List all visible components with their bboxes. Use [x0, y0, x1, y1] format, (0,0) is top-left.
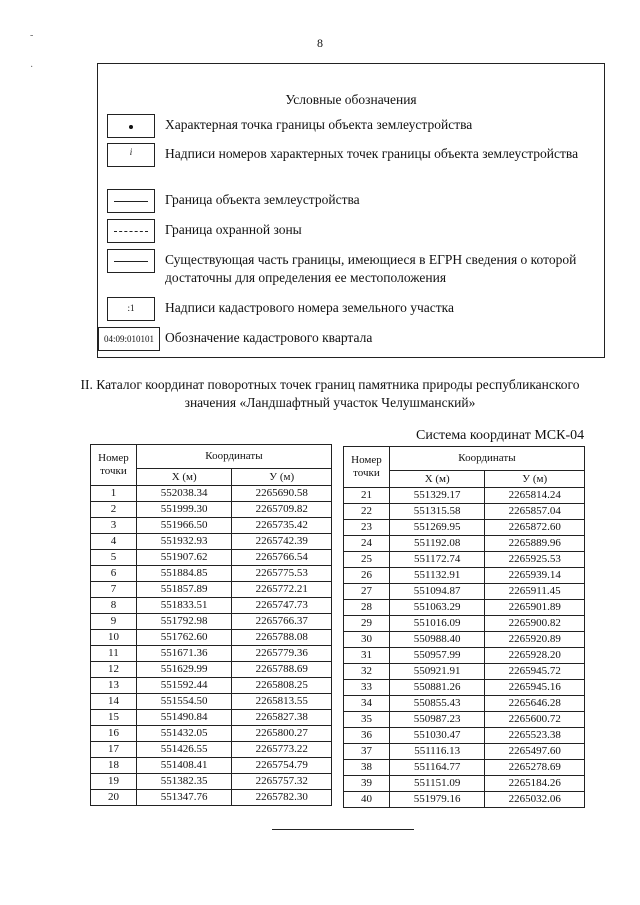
- cell-point-number: 12: [91, 662, 137, 678]
- table-row: [344, 776, 585, 792]
- cell-y: 2265788.08: [232, 630, 332, 646]
- cell-point-number: 16: [91, 726, 137, 742]
- solid-line-symbol-icon: [107, 249, 155, 273]
- table-row: [344, 728, 585, 744]
- table-row: [91, 566, 332, 582]
- legend-item-text: Характерная точка границы объекта землеустройства: [165, 117, 473, 132]
- header-x: X (м): [389, 470, 485, 487]
- cell-y: 2265813.55: [232, 694, 332, 710]
- cell-y: 2265766.54: [232, 550, 332, 566]
- table-row: [344, 504, 585, 520]
- cell-x: 551382.35: [136, 774, 232, 790]
- table-row: [91, 774, 332, 790]
- legend-item-text: Существующая часть границы, имеющиеся в ЕГРН сведения о которой достаточны для определения ее местоположения: [165, 252, 577, 285]
- table-row: [344, 616, 585, 632]
- cell-point-number: 26: [344, 568, 390, 584]
- cell-x: 551426.55: [136, 742, 232, 758]
- cell-y: 2265709.82: [232, 502, 332, 518]
- cell-point-number: 22: [344, 504, 390, 520]
- cell-y: 2265900.82: [485, 616, 585, 632]
- cell-y: 2265757.32: [232, 774, 332, 790]
- cell-y: 2265184.26: [485, 776, 585, 792]
- cell-point-number: 1: [91, 486, 137, 502]
- cell-x: 551884.85: [136, 566, 232, 582]
- cell-x: 550957.99: [389, 648, 485, 664]
- symbol-parcel-text: :1: [127, 303, 135, 313]
- cell-point-number: 4: [91, 534, 137, 550]
- table-row: [91, 726, 332, 742]
- cell-y: 2265772.21: [232, 582, 332, 598]
- cell-y: 2265747.73: [232, 598, 332, 614]
- cell-x: 550855.43: [389, 696, 485, 712]
- cell-x: 551857.89: [136, 582, 232, 598]
- cell-x: 551966.50: [136, 518, 232, 534]
- cell-point-number: 17: [91, 742, 137, 758]
- table-row: [344, 680, 585, 696]
- cell-y: 2265945.16: [485, 680, 585, 696]
- cadastral-parcel-symbol-icon: [107, 297, 155, 321]
- cell-point-number: 13: [91, 678, 137, 694]
- cell-y: 2265690.58: [232, 486, 332, 502]
- margin-mark: -: [30, 30, 34, 41]
- cell-y: 2265497.60: [485, 744, 585, 760]
- cell-y: 2265827.38: [232, 710, 332, 726]
- table-row: [91, 550, 332, 566]
- cell-x: 551329.17: [389, 488, 485, 504]
- table-row: [344, 488, 585, 504]
- table-row: [91, 630, 332, 646]
- symbol-label-text: i: [129, 147, 133, 157]
- cell-point-number: 15: [91, 710, 137, 726]
- cell-x: 551907.62: [136, 550, 232, 566]
- cell-point-number: 37: [344, 744, 390, 760]
- table-row: [344, 744, 585, 760]
- cell-point-number: 27: [344, 584, 390, 600]
- cell-point-number: 21: [344, 488, 390, 504]
- table-row: [344, 584, 585, 600]
- cell-y: 2265735.42: [232, 518, 332, 534]
- point-label-symbol-icon: [107, 143, 155, 167]
- cell-x: 551671.36: [136, 646, 232, 662]
- solid-line-symbol-icon: [107, 189, 155, 213]
- cell-x: 550987.23: [389, 712, 485, 728]
- table-row: [91, 694, 332, 710]
- legend-item-text: Надписи кадастрового номера земельного участка: [165, 300, 454, 315]
- table-row: [91, 598, 332, 614]
- cell-x: 550988.40: [389, 632, 485, 648]
- cell-y: 2265814.24: [485, 488, 585, 504]
- bottom-divider: [272, 829, 414, 830]
- cell-y: 2265928.20: [485, 648, 585, 664]
- cell-x: 551063.29: [389, 600, 485, 616]
- cell-point-number: 32: [344, 664, 390, 680]
- table-row: [91, 790, 332, 806]
- point-symbol-icon: [107, 114, 155, 138]
- table-row: [344, 600, 585, 616]
- legend-title: Условные обозначения: [285, 92, 417, 107]
- header-coordinates: Координаты: [389, 447, 584, 471]
- cell-point-number: 5: [91, 550, 137, 566]
- table-row: [91, 662, 332, 678]
- table-row: [344, 760, 585, 776]
- table-row: [344, 552, 585, 568]
- dashed-line-symbol-icon: [107, 219, 155, 243]
- coordinates-table-left: [90, 444, 332, 806]
- cell-y: 2265646.28: [485, 696, 585, 712]
- cell-point-number: 24: [344, 536, 390, 552]
- cell-y: 2265742.39: [232, 534, 332, 550]
- coordinates-table-right: [343, 446, 585, 808]
- table-row: [344, 536, 585, 552]
- cell-y: 2265766.37: [232, 614, 332, 630]
- cell-point-number: 3: [91, 518, 137, 534]
- cell-point-number: 34: [344, 696, 390, 712]
- header-coordinates: Координаты: [136, 445, 331, 469]
- cell-y: 2265920.89: [485, 632, 585, 648]
- table-row: [91, 614, 332, 630]
- cell-y: 2265901.89: [485, 600, 585, 616]
- cell-x: 551490.84: [136, 710, 232, 726]
- cell-x: 550921.91: [389, 664, 485, 680]
- cell-point-number: 40: [344, 792, 390, 808]
- margin-mark: ·: [30, 62, 34, 73]
- cell-y: 2265032.06: [485, 792, 585, 808]
- cell-x: 551094.87: [389, 584, 485, 600]
- table-row: [344, 712, 585, 728]
- table-row: [344, 648, 585, 664]
- cell-x: 552038.34: [136, 486, 232, 502]
- table-row: [344, 568, 585, 584]
- cell-point-number: 11: [91, 646, 137, 662]
- cell-y: 2265857.04: [485, 504, 585, 520]
- cell-x: 551979.16: [389, 792, 485, 808]
- cell-x: 551151.09: [389, 776, 485, 792]
- cell-y: 2265773.22: [232, 742, 332, 758]
- cell-point-number: 9: [91, 614, 137, 630]
- cell-y: 2265911.45: [485, 584, 585, 600]
- cell-y: 2265808.25: [232, 678, 332, 694]
- cell-y: 2265782.30: [232, 790, 332, 806]
- cell-x: 551432.05: [136, 726, 232, 742]
- table-row: [344, 664, 585, 680]
- table-row: [91, 502, 332, 518]
- table-row: [344, 696, 585, 712]
- cell-point-number: 39: [344, 776, 390, 792]
- coordinate-system-label: Система координат МСК-04: [416, 428, 585, 443]
- cell-point-number: 6: [91, 566, 137, 582]
- cell-point-number: 25: [344, 552, 390, 568]
- cell-x: 550881.26: [389, 680, 485, 696]
- cell-point-number: 30: [344, 632, 390, 648]
- cell-x: 551315.58: [389, 504, 485, 520]
- table-row: [344, 520, 585, 536]
- cell-point-number: 33: [344, 680, 390, 696]
- table-row: [91, 710, 332, 726]
- table-row: [344, 792, 585, 808]
- cell-point-number: 23: [344, 520, 390, 536]
- cell-y: 2265600.72: [485, 712, 585, 728]
- cell-point-number: 19: [91, 774, 137, 790]
- cell-y: 2265775.53: [232, 566, 332, 582]
- cell-y: 2265754.79: [232, 758, 332, 774]
- table-row: [91, 758, 332, 774]
- cell-y: 2265925.53: [485, 552, 585, 568]
- cell-y: 2265800.27: [232, 726, 332, 742]
- table-row: [91, 518, 332, 534]
- cell-y: 2265889.96: [485, 536, 585, 552]
- legend-item-text: Граница охранной зоны: [165, 222, 302, 237]
- header-x: X (м): [136, 468, 232, 485]
- cell-point-number: 10: [91, 630, 137, 646]
- legend-box: [97, 63, 605, 358]
- header-point-number: Номер точки: [91, 445, 137, 486]
- table-row: [91, 646, 332, 662]
- table-row: [91, 742, 332, 758]
- cell-y: 2265278.69: [485, 760, 585, 776]
- cell-point-number: 7: [91, 582, 137, 598]
- cell-point-number: 20: [91, 790, 137, 806]
- cell-x: 551629.99: [136, 662, 232, 678]
- header-point-number: Номер точки: [344, 447, 390, 488]
- cell-x: 551269.95: [389, 520, 485, 536]
- cell-point-number: 36: [344, 728, 390, 744]
- cell-x: 551792.98: [136, 614, 232, 630]
- table-row: [91, 486, 332, 502]
- cell-x: 551347.76: [136, 790, 232, 806]
- legend-item-text: Надписи номеров характерных точек границы объекта землеустройства: [165, 146, 579, 161]
- cell-x: 551999.30: [136, 502, 232, 518]
- cell-point-number: 38: [344, 760, 390, 776]
- cell-y: 2265872.60: [485, 520, 585, 536]
- header-y: У (м): [232, 468, 332, 485]
- cell-x: 551408.41: [136, 758, 232, 774]
- cell-y: 2265945.72: [485, 664, 585, 680]
- cell-x: 551016.09: [389, 616, 485, 632]
- cell-point-number: 8: [91, 598, 137, 614]
- cell-x: 551762.60: [136, 630, 232, 646]
- cell-x: 551116.13: [389, 744, 485, 760]
- table-row: [91, 678, 332, 694]
- cell-point-number: 18: [91, 758, 137, 774]
- section-heading: II. Каталог координат поворотных точек границ памятника природы республиканского значения «Ландшафтный участок Челушманский»: [80, 377, 580, 410]
- cell-y: 2265779.36: [232, 646, 332, 662]
- cell-point-number: 2: [91, 502, 137, 518]
- table-row: [91, 582, 332, 598]
- cell-x: 551030.47: [389, 728, 485, 744]
- cell-x: 551592.44: [136, 678, 232, 694]
- header-y: У (м): [485, 470, 585, 487]
- table-row: [344, 632, 585, 648]
- cell-x: 551164.77: [389, 760, 485, 776]
- cell-y: 2265788.69: [232, 662, 332, 678]
- cell-x: 551932.93: [136, 534, 232, 550]
- table-row: [91, 534, 332, 550]
- cell-y: 2265523.38: [485, 728, 585, 744]
- cadastral-quarter-symbol-icon: 04:09:010101: [98, 327, 160, 351]
- legend-item-text: Обозначение кадастрового квартала: [165, 330, 373, 345]
- cell-point-number: 14: [91, 694, 137, 710]
- cell-point-number: 35: [344, 712, 390, 728]
- cell-y: 2265939.14: [485, 568, 585, 584]
- cell-point-number: 31: [344, 648, 390, 664]
- page-number: 8: [317, 36, 323, 50]
- cell-x: 551172.74: [389, 552, 485, 568]
- cell-x: 551132.91: [389, 568, 485, 584]
- cell-x: 551192.08: [389, 536, 485, 552]
- cell-point-number: 28: [344, 600, 390, 616]
- cell-x: 551554.50: [136, 694, 232, 710]
- cell-x: 551833.51: [136, 598, 232, 614]
- cell-point-number: 29: [344, 616, 390, 632]
- legend-item-text: Граница объекта землеустройства: [165, 192, 360, 207]
